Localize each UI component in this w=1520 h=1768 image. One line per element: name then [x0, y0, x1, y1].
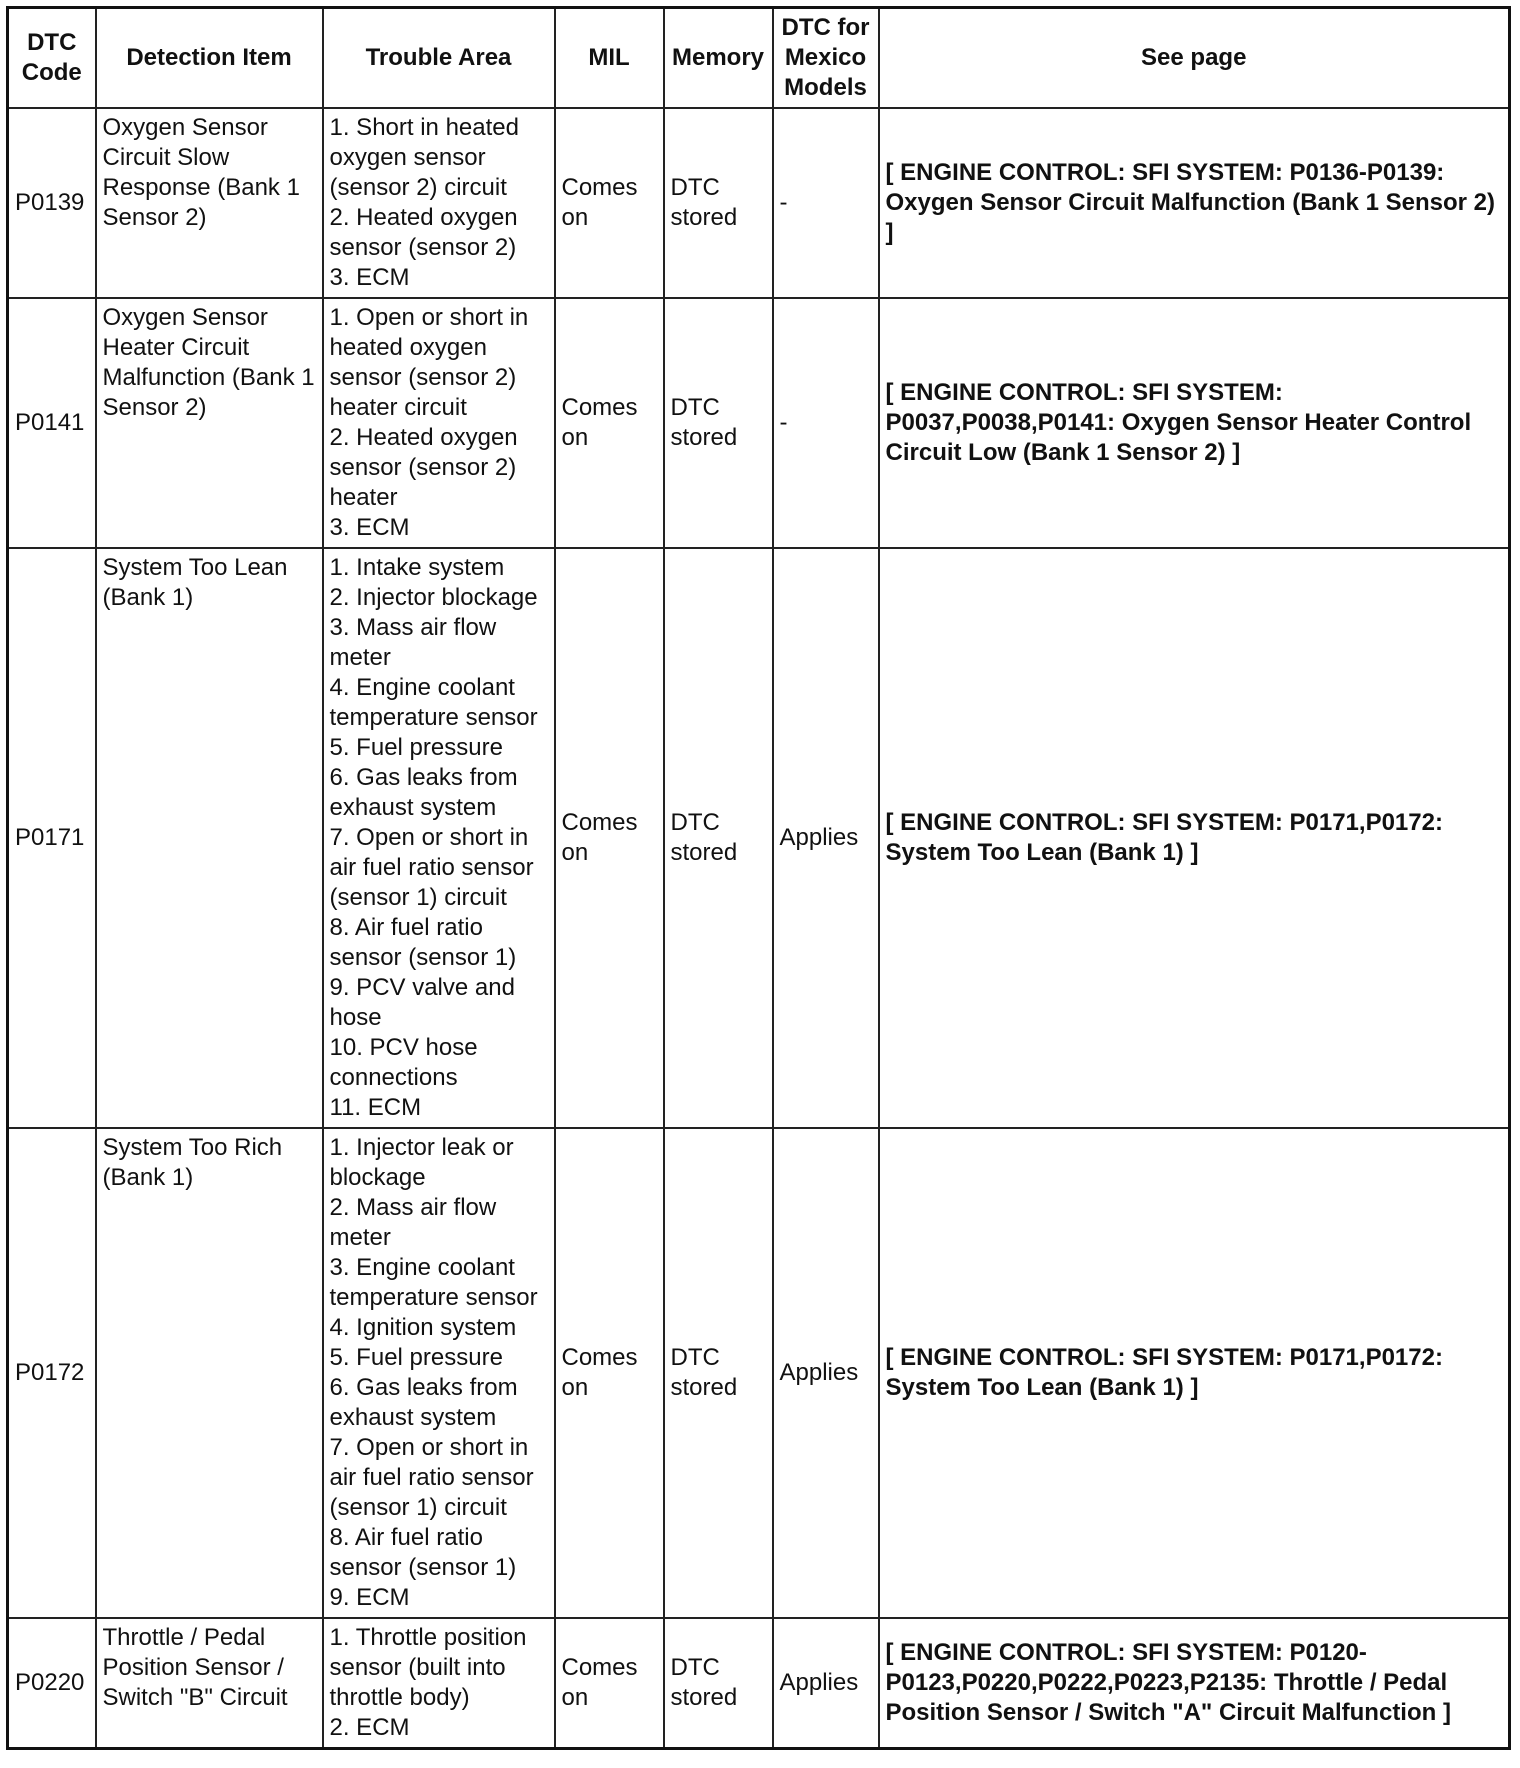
- memory-status: DTC stored: [664, 548, 773, 1128]
- mexico-models: Applies: [773, 548, 879, 1128]
- table-row: [8, 1618, 1510, 1749]
- header-see-page: See page: [879, 8, 1510, 109]
- see-page-link[interactable]: [ ENGINE CONTROL: SFI SYSTEM: P0120-P0123,P0220,P0222,P0223,P2135: Throttle / Pedal Position Sensor / Switch "A" Circuit Malfunction ]: [879, 1618, 1510, 1749]
- memory-status: DTC stored: [664, 298, 773, 548]
- trouble-area: 1. Injector leak or blockage 2. Mass air flow meter 3. Engine coolant temperature sensor 4. Ignition system 5. Fuel pressure 6. Gas leaks from exhaust system 7. Open or short in air fuel ratio sensor (sensor 1) circuit 8. Air fuel ratio sensor (sensor 1) 9. ECM: [323, 1128, 555, 1618]
- trouble-area: 1. Throttle position sensor (built into throttle body) 2. ECM: [323, 1618, 555, 1749]
- mexico-models: -: [773, 298, 879, 548]
- dtc-code: P0139: [8, 108, 96, 298]
- header-mil: MIL: [555, 8, 664, 109]
- see-page-link[interactable]: [ ENGINE CONTROL: SFI SYSTEM: P0171,P0172: System Too Lean (Bank 1) ]: [879, 548, 1510, 1128]
- memory-status: DTC stored: [664, 108, 773, 298]
- table-row: [8, 1128, 1510, 1618]
- header-row: [8, 8, 1510, 109]
- trouble-area: 1. Short in heated oxygen sensor (sensor 2) circuit 2. Heated oxygen sensor (sensor 2) 3. ECM: [323, 108, 555, 298]
- mexico-models: Applies: [773, 1618, 879, 1749]
- mil-status: Comes on: [555, 108, 664, 298]
- see-page-link[interactable]: [ ENGINE CONTROL: SFI SYSTEM: P0037,P0038,P0141: Oxygen Sensor Heater Control Circuit Low (Bank 1 Sensor 2) ]: [879, 298, 1510, 548]
- header-detection-item: Detection Item: [96, 8, 323, 109]
- detection-item: System Too Rich (Bank 1): [96, 1128, 323, 1618]
- detection-item: Oxygen Sensor Heater Circuit Malfunction (Bank 1 Sensor 2): [96, 298, 323, 548]
- detection-item: Throttle / Pedal Position Sensor / Switch "B" Circuit: [96, 1618, 323, 1749]
- memory-status: DTC stored: [664, 1618, 773, 1749]
- dtc-table: [6, 6, 1511, 1750]
- dtc-code: P0172: [8, 1128, 96, 1618]
- memory-status: DTC stored: [664, 1128, 773, 1618]
- table-row: [8, 298, 1510, 548]
- see-page-link[interactable]: [ ENGINE CONTROL: SFI SYSTEM: P0171,P0172: System Too Lean (Bank 1) ]: [879, 1128, 1510, 1618]
- dtc-code: P0141: [8, 298, 96, 548]
- mil-status: Comes on: [555, 298, 664, 548]
- detection-item: System Too Lean (Bank 1): [96, 548, 323, 1128]
- header-dtc-code: DTC Code: [8, 8, 96, 109]
- header-trouble-area: Trouble Area: [323, 8, 555, 109]
- header-memory: Memory: [664, 8, 773, 109]
- detection-item: Oxygen Sensor Circuit Slow Response (Bank 1 Sensor 2): [96, 108, 323, 298]
- table-row: [8, 108, 1510, 298]
- header-mexico-models: DTC for Mexico Models: [773, 8, 879, 109]
- trouble-area: 1. Open or short in heated oxygen sensor (sensor 2) heater circuit 2. Heated oxygen sensor (sensor 2) heater 3. ECM: [323, 298, 555, 548]
- see-page-link[interactable]: [ ENGINE CONTROL: SFI SYSTEM: P0136-P0139: Oxygen Sensor Circuit Malfunction (Bank 1 Sensor 2) ]: [879, 108, 1510, 298]
- mexico-models: Applies: [773, 1128, 879, 1618]
- mil-status: Comes on: [555, 1128, 664, 1618]
- mil-status: Comes on: [555, 548, 664, 1128]
- table-row: [8, 548, 1510, 1128]
- dtc-code: P0220: [8, 1618, 96, 1749]
- mexico-models: -: [773, 108, 879, 298]
- mil-status: Comes on: [555, 1618, 664, 1749]
- dtc-code: P0171: [8, 548, 96, 1128]
- trouble-area: 1. Intake system 2. Injector blockage 3. Mass air flow meter 4. Engine coolant temperature sensor 5. Fuel pressure 6. Gas leaks from exhaust system 7. Open or short in air fuel ratio sensor (sensor 1) circuit 8. Air fuel ratio sensor (sensor 1) 9. PCV valve and hose 10. PCV hose connections 11. ECM: [323, 548, 555, 1128]
